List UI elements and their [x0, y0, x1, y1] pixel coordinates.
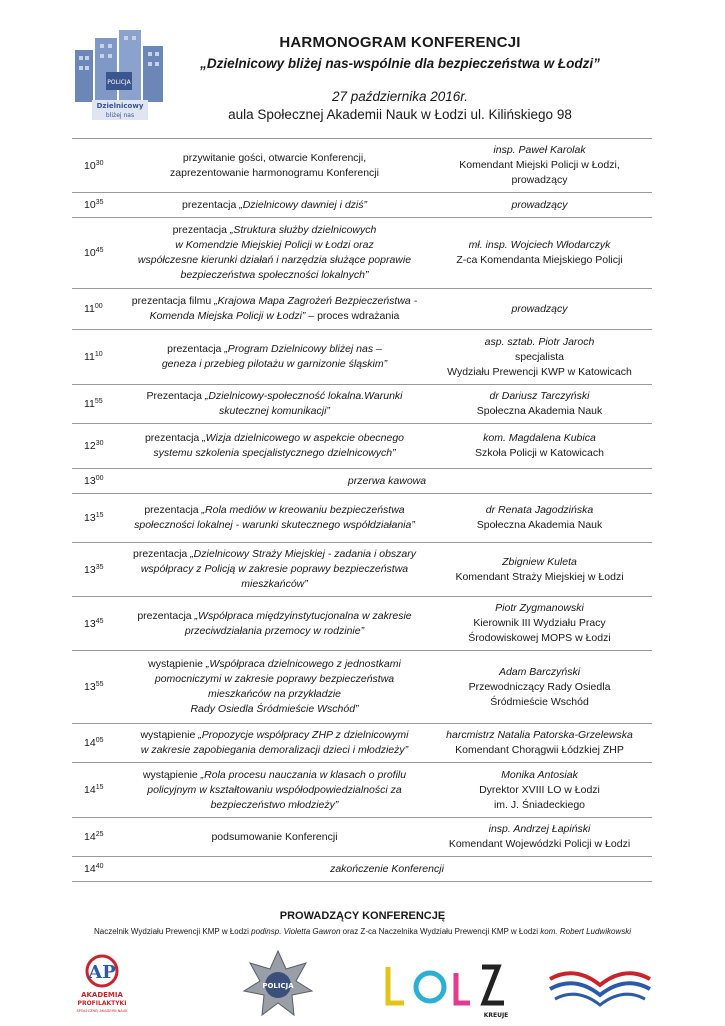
speaker-name: Zbigniew Kuleta [502, 555, 577, 568]
svg-text:AP: AP [88, 962, 116, 983]
time-minutes: 35 [95, 563, 104, 571]
topic-cell [122, 290, 427, 328]
topic-line: podsumowanie Konferencji [211, 830, 338, 843]
topic-prefix: wystąpienie [140, 729, 199, 741]
footer-hosts [0, 927, 725, 936]
svg-text:bliżej nas: bliżej nas [105, 112, 135, 119]
topic-line: przywitanie gości, otwarcie Konferencji, [182, 151, 367, 164]
time-cell [72, 618, 122, 630]
topic-title: „Rola mediów w kreowaniu bezpieczeństwa [201, 504, 405, 516]
topic-title: „Struktura służby dzielnicowych [229, 224, 377, 236]
speaker-role: im. J. Śniadeckiego [493, 798, 586, 811]
speaker-name: insp. Paweł Karolak [493, 144, 586, 156]
topic-title: „Dzielnicowy-społeczność lokalna.Warunki [204, 390, 403, 402]
speaker-role: Wydziału Prewencji KWP w Katowicach [447, 365, 632, 378]
time-hour: 13 [84, 512, 96, 524]
time-minutes: 55 [94, 398, 103, 405]
time-hour: 14 [84, 784, 96, 796]
topic-cell [122, 385, 427, 423]
schedule-table [72, 138, 652, 882]
partner-logos [0, 945, 725, 1024]
topic-cell [122, 194, 427, 217]
svg-text:KREUJE: KREUJE [483, 1012, 509, 1019]
lodz-kreuje-logo [380, 955, 520, 1021]
topic-title: „Wizja dzielnicowego w aspekcie obecnego [202, 432, 405, 444]
speaker-role: Kierownik III Wydziału Pracy [473, 617, 606, 629]
topic-cell [122, 499, 427, 537]
topic-cell [122, 826, 427, 849]
time-minutes: 55 [95, 681, 104, 688]
wide-cell: przerwa kawowa [347, 475, 427, 487]
speaker-cell [427, 298, 652, 321]
speaker-role: prowadzący [511, 174, 568, 186]
topic-title: pomocniczymi w zakresie poprawy bezpieczeństwa [154, 673, 395, 685]
time-hour: 14 [84, 737, 96, 749]
table-row [72, 469, 652, 494]
time-minutes: 45 [95, 247, 104, 254]
topic-cell [122, 605, 427, 643]
speaker-name: prowadzący [511, 302, 568, 315]
time-cell [72, 564, 122, 576]
topic-title: skutecznej komunikacji” [219, 405, 330, 417]
speaker-role: Społeczna Akademia Nauk [476, 405, 603, 417]
table-row [72, 218, 652, 289]
speaker-cell [427, 597, 652, 650]
time-hour: 13 [84, 475, 96, 487]
speaker-cell [427, 499, 652, 537]
topic-title: systemu szkolenia specjalistycznego dzielnicowych” [153, 447, 396, 459]
topic-cell [122, 338, 427, 376]
topic-cell [122, 653, 427, 721]
topic-suffix: – proces wdrażania [305, 310, 400, 322]
topic-cell [122, 543, 427, 596]
svg-text:POLICJA: POLICJA [262, 982, 294, 990]
time-hour: 10 [84, 247, 96, 259]
time-hour: 13 [84, 617, 96, 630]
topic-cell [122, 764, 427, 817]
topic-title: „Współpraca międzyinstytucjonalna w zakresie [194, 609, 412, 622]
speaker-name: kom. Magdalena Kubica [483, 432, 596, 444]
topic-title: „Dzielnicowy Straży Miejskiej - zadania i obszary [190, 548, 417, 560]
speaker-role: Komendant Miejski Policji w Łodzi, [459, 159, 620, 171]
topic-prefix: prezentacja [144, 432, 203, 444]
topic-title: współczesne kierunki działań i narzędzia służące poprawie [137, 254, 412, 266]
topic-title: mieszkańców” [241, 578, 308, 590]
wide-cell: zakończenie Konferencji [330, 863, 444, 875]
topic-prefix: prezentacja [144, 504, 202, 516]
time-minutes: 30 [95, 440, 104, 447]
speaker-role: specjalista [514, 350, 565, 363]
speaker-name: asp. sztab. Piotr Jaroch [484, 335, 595, 348]
topic-cell [122, 219, 427, 287]
table-row [72, 763, 652, 818]
topic-cell [122, 427, 427, 465]
table-row [72, 289, 652, 330]
table-row [72, 138, 652, 193]
conference-subtitle: „Dzielnicowy bliżej nas-wspólnie dla bezpieczeństwa w Łodzi” [200, 56, 600, 71]
topic-title: „Dzielnicowy dawniej i dziś” [239, 198, 367, 211]
time-cell [72, 831, 122, 843]
speaker-role: Komendant Straży Miejskiej w Łodzi [455, 570, 624, 583]
speaker-role: Komendant Wojewódzki Policji w Łodzi [448, 838, 631, 850]
speaker-name: prowadzący [511, 198, 568, 211]
topic-prefix: prezentacja [137, 609, 195, 622]
speaker-role: Przewodniczący Rady Osiedla [468, 680, 611, 693]
table-row [72, 857, 652, 882]
time-minutes: 00 [95, 475, 104, 482]
svg-text:Dzielnicowy: Dzielnicowy [96, 102, 144, 110]
policja-star-logo [238, 949, 318, 1021]
svg-text:SPOŁECZNEJ AKADEMII NAUK: SPOŁECZNEJ AKADEMII NAUK [76, 1009, 128, 1013]
topic-title: „Krajowa Mapa Zagrożeń Bezpieczeństwa - [214, 295, 418, 307]
time-minutes: 35 [95, 199, 104, 206]
topic-title: bezpieczeństwo młodzieży” [210, 798, 339, 811]
time-hour: 11 [84, 303, 95, 315]
conference-place: aula Społecznej Akademii Nauk w Łodzi ul. Kilińskiego 98 [228, 107, 572, 122]
topic-prefix: wystąpienie [142, 768, 201, 781]
speaker-role: Środowiskowej MOPS w Łodzi [468, 632, 611, 644]
topic-title: „Propozycje współpracy ZHP z dzielnicowymi [198, 729, 409, 741]
header [170, 28, 630, 122]
table-row [72, 330, 652, 385]
time-cell [72, 784, 122, 796]
time-hour: 13 [84, 681, 96, 693]
speaker-cell [427, 551, 652, 589]
topic-title: Rady Osiedla Śródmieście Wschód” [190, 703, 359, 715]
table-row [72, 193, 652, 218]
speaker-name: harcmistrz Natalia Patorska-Grzelewska [446, 729, 633, 741]
time-hour: 13 [84, 563, 96, 576]
speaker-cell [427, 234, 652, 272]
topic-prefix: wystąpienie [148, 658, 206, 670]
table-row [72, 597, 652, 651]
speaker-cell [427, 818, 652, 856]
topic-cell [122, 147, 427, 185]
speaker-name: Adam Barczyński [498, 665, 581, 678]
table-row [72, 543, 652, 597]
time-hour: 10 [84, 199, 96, 211]
topic-title: „Rola procesu nauczania w klasach o profilu [200, 768, 407, 781]
time-cell [72, 512, 122, 524]
time-cell [72, 160, 122, 172]
table-row [72, 385, 652, 424]
speaker-name: Piotr Zygmanowski [495, 602, 584, 614]
time-hour: 11 [84, 351, 95, 363]
time-hour: 14 [84, 863, 96, 875]
speaker-cell [427, 724, 652, 762]
topic-title: społeczności lokalnej - warunki skutecznego współdziałania” [134, 519, 415, 531]
time-minutes: 15 [95, 784, 104, 791]
time-cell [72, 681, 122, 693]
topic-title: „Program Dzielnicowy bliżej nas – [224, 343, 382, 355]
topic-prefix: prezentacja [182, 198, 240, 211]
svg-text:AKADEMIA: AKADEMIA [81, 991, 123, 999]
time-cell [72, 398, 122, 410]
conference-date: 27 października 2016r. [331, 89, 469, 104]
speaker-name: Monika Antosiak [501, 768, 578, 781]
time-cell [72, 199, 122, 211]
speaker-name: mł. insp. Wojciech Włodarczyk [468, 239, 611, 251]
topic-prefix: Prezentacja [146, 390, 205, 402]
speaker-name: dr Dariusz Tarczyński [489, 390, 590, 402]
time-cell [72, 863, 122, 875]
speaker-cell [427, 385, 652, 423]
footer-title: PROWADZĄCY KONFERENCJĘ [279, 910, 446, 922]
topic-line: zaprezentowanie harmonogramu Konferencji [170, 166, 379, 179]
topic-prefix: prezentacja [167, 343, 225, 355]
time-cell [72, 475, 122, 487]
topic-title: współpracy z Policją w zakresie poprawy bezpieczeństwa [140, 563, 409, 575]
topic-title: geneza i przebieg pilotażu w garnizonie śląskim” [161, 358, 388, 370]
topic-title: mieszkańców na przykładzie [207, 688, 342, 700]
open-book-logo [545, 957, 655, 1017]
speaker-cell [427, 661, 652, 714]
table-row [72, 818, 652, 857]
time-minutes: 15 [95, 512, 104, 519]
time-minutes: 45 [95, 617, 104, 625]
topic-prefix: prezentacja [132, 548, 191, 560]
table-row [72, 494, 652, 543]
topic-prefix: prezentacja filmu [131, 295, 215, 307]
topic-title: „Współpraca dzielnicowego z jednostkami [205, 658, 401, 670]
speaker-role: Z-ca Komendanta Miejskiego Policji [456, 254, 623, 266]
time-cell [72, 440, 122, 452]
host-name: podinsp. Violetta Gawron [251, 927, 341, 936]
time-minutes: 25 [95, 831, 104, 838]
time-hour: 10 [84, 159, 96, 172]
table-row [72, 724, 652, 763]
time-cell [72, 351, 122, 363]
time-minutes: 05 [95, 737, 104, 744]
speaker-cell [427, 764, 652, 817]
topic-title: bezpieczeństwa społeczności lokalnych” [180, 269, 369, 281]
speaker-cell [427, 427, 652, 465]
time-cell [72, 303, 122, 315]
speaker-role: Komendant Chorągwii Łódzkiej ZHP [455, 744, 624, 756]
speaker-cell [427, 139, 652, 192]
time-minutes: 10 [94, 351, 103, 358]
time-minutes: 30 [95, 159, 104, 167]
topic-title: przeciwdziałania przemocy w rodzinie” [184, 624, 365, 637]
time-hour: 14 [84, 831, 96, 843]
svg-text:POLICJA: POLICJA [107, 79, 131, 86]
time-hour: 12 [84, 440, 96, 452]
host-name: kom. Robert Ludwikowski [540, 927, 631, 936]
speaker-role: Społeczna Akademia Nauk [476, 519, 603, 531]
page-title: HARMONOGRAM KONFERENCJI [279, 34, 521, 51]
table-row [72, 424, 652, 469]
speaker-role: Dyrektor XVIII LO w Łodzi [479, 783, 600, 796]
topic-title: Komenda Miejska Policji w Łodzi” [149, 310, 306, 322]
speaker-role: Śródmieście Wschód [490, 695, 589, 708]
topic-title: policyjnym w kształtowaniu współodpowiedzialności za [147, 783, 402, 796]
time-minutes: 40 [95, 863, 104, 870]
topic-title: w Komendzie Miejskiej Policji w Łodzi oraz [175, 239, 374, 251]
time-cell [72, 737, 122, 749]
time-minutes: 00 [94, 303, 103, 310]
topic-cell [122, 724, 427, 762]
time-cell [72, 247, 122, 259]
dzielnicowy-logo [70, 28, 170, 123]
time-hour: 11 [84, 398, 95, 410]
svg-text:PROFILAKTYKI: PROFILAKTYKI [77, 1000, 127, 1007]
topic-prefix: prezentacja [172, 224, 230, 236]
table-row [72, 651, 652, 724]
speaker-name: dr Renata Jagodzińska [485, 504, 594, 516]
footer-text: Naczelnik Wydziału Prewencji KMP w Łodzi [94, 927, 252, 936]
speaker-cell [427, 331, 652, 384]
speaker-role: Szkoła Policji w Katowicach [475, 447, 604, 459]
topic-title: w zakresie zapobiegania demoralizacji dzieci i młodzieży” [140, 744, 409, 756]
speaker-name: insp. Andrzej Łapiński [488, 823, 591, 835]
akademia-profilaktyki-logo [72, 953, 162, 1021]
footer-text: oraz Z-ca Naczelnika Wydziału Prewencji KMP w Łodzi [340, 927, 541, 936]
speaker-cell [427, 194, 652, 217]
